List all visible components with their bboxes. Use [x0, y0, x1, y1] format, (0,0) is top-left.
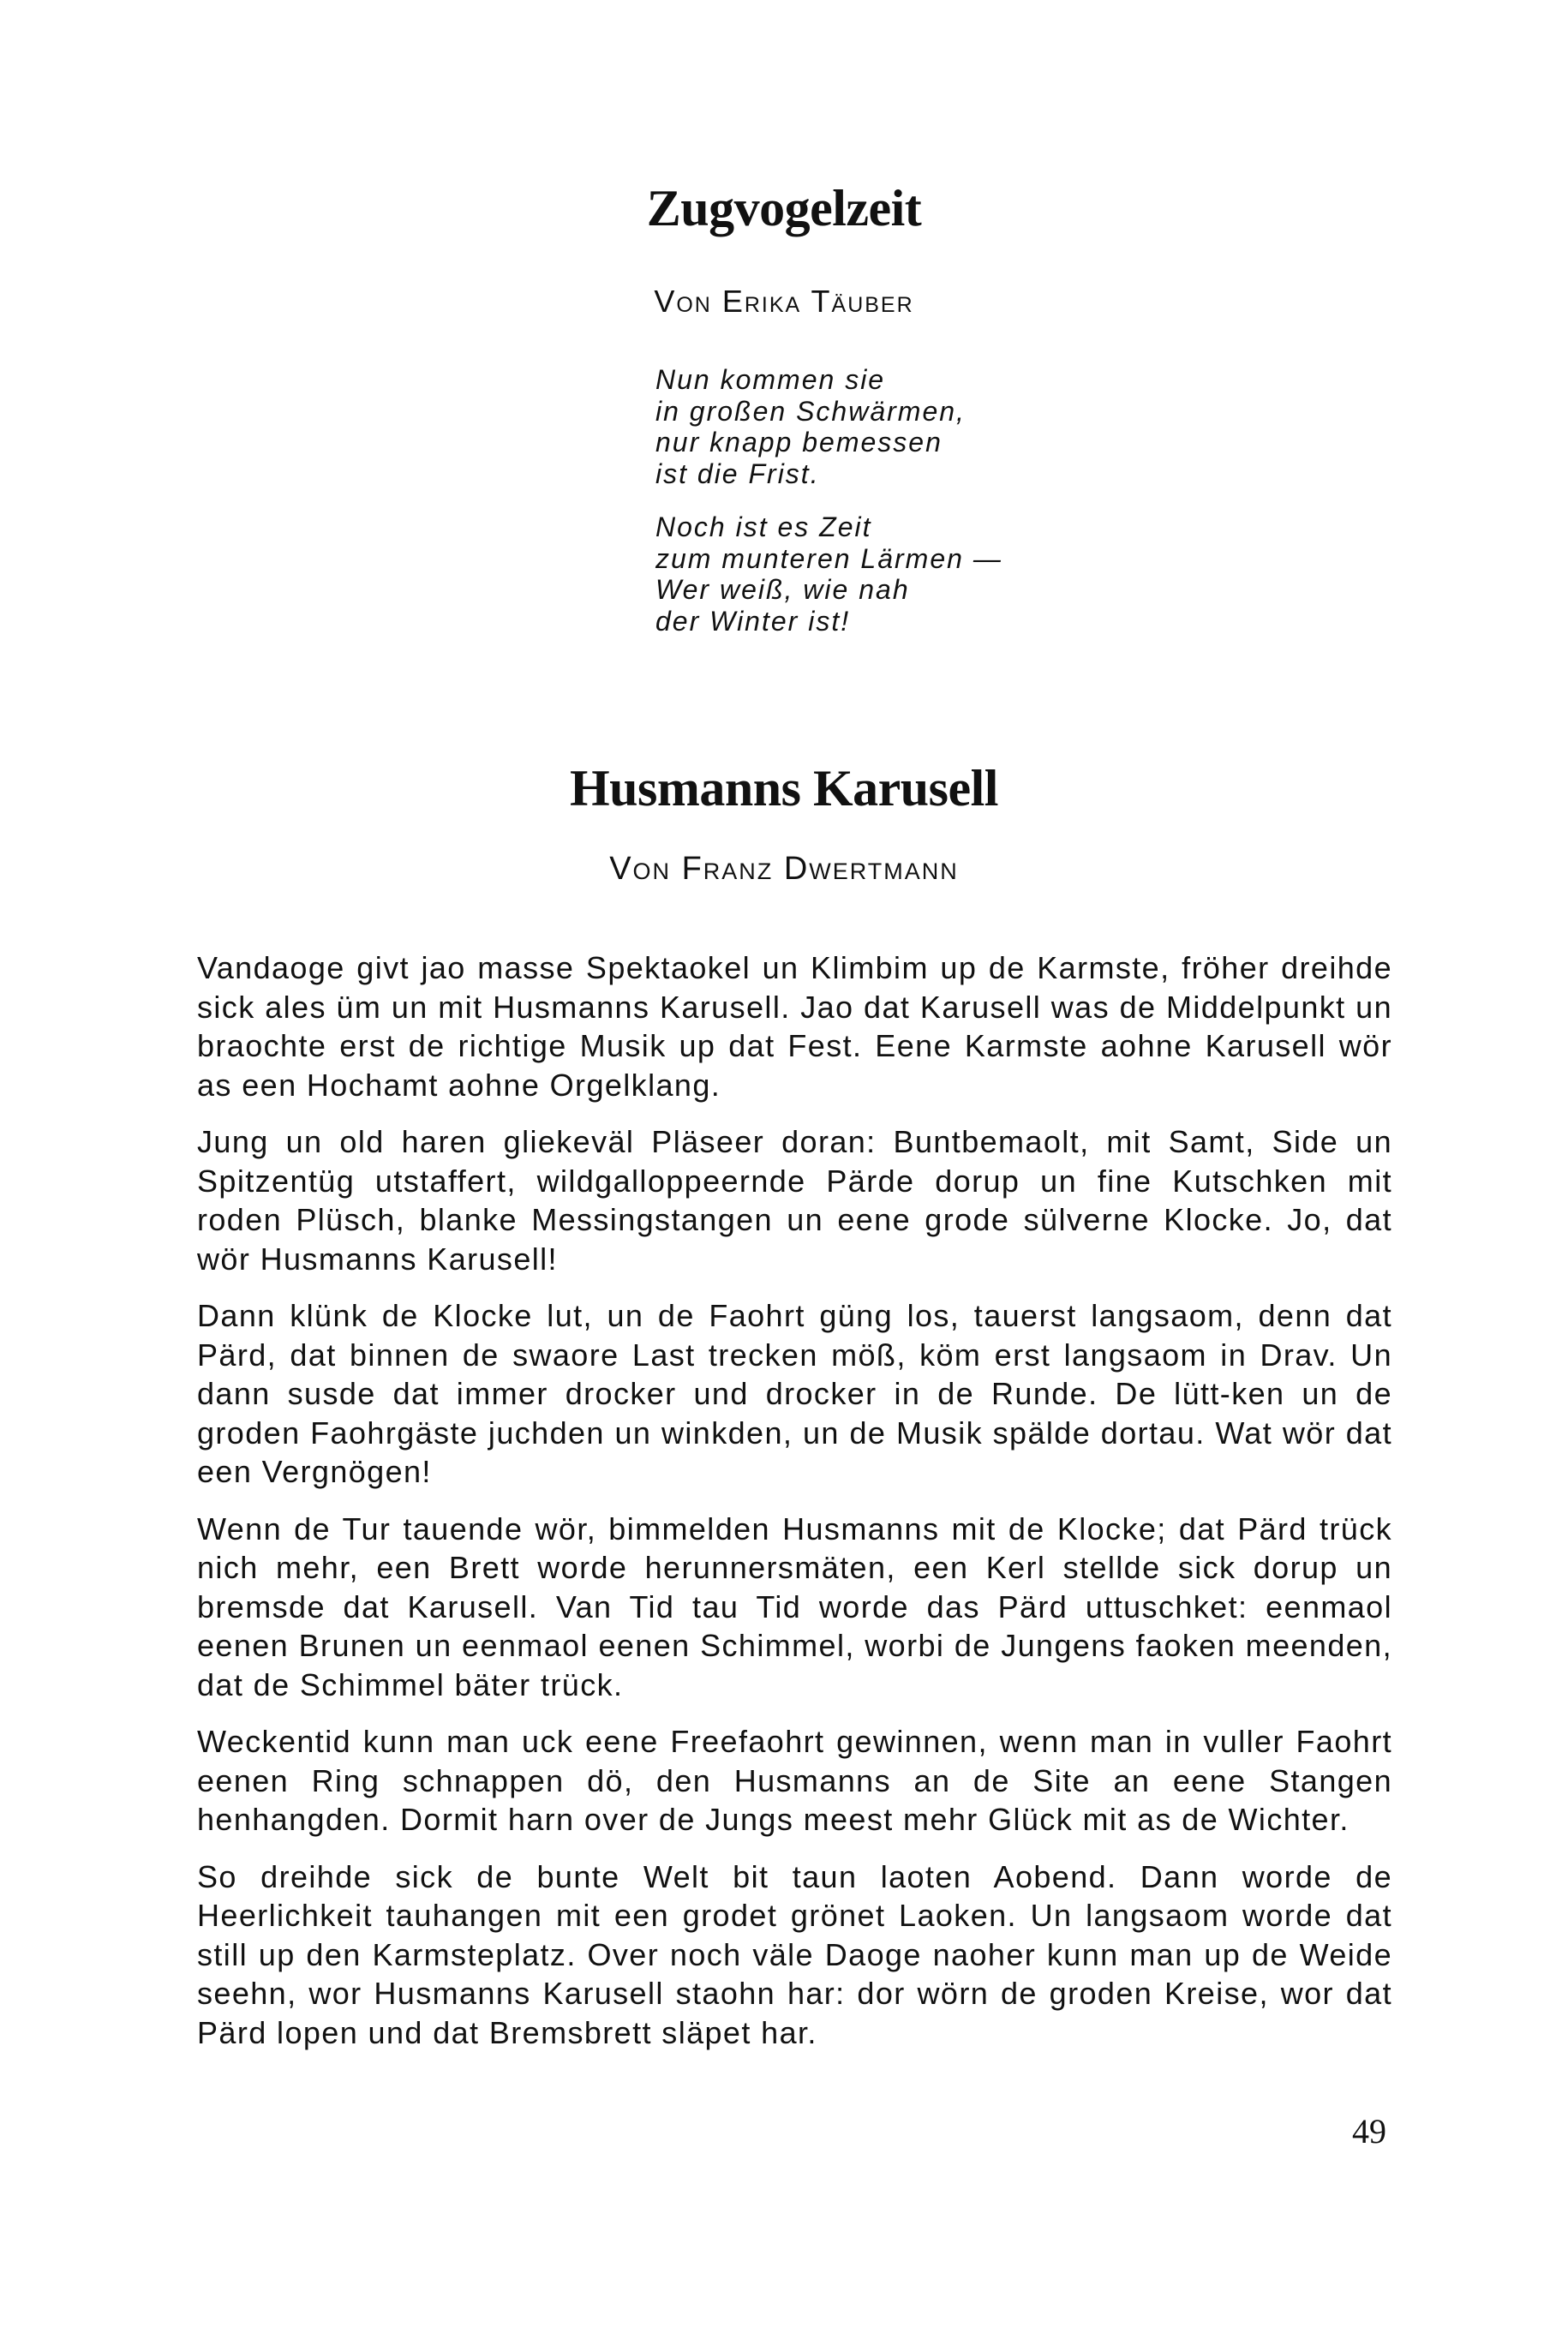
poem-line: der Winter ist! [655, 605, 851, 637]
paragraph: So dreihde sick de bunte Welt bit taun laoten Aobend. Dann worde de Heerlichkeit tauhangen mit een grodet grönet Laoken. Un langsaom worde dat still up den Karmsteplatz. Over noch väle Daoge naoher kunn man up de Weide seehn, wor Husmanns Karusell staohn har: dor wörn de groden Kreise, wor dat Pärd lopen und dat Bremsbrett släpet har. [197, 1858, 1392, 2050]
story-author-byline: Von Franz Dwertmann [609, 851, 959, 887]
poem-author-byline: Von Erika Täuber [654, 284, 914, 319]
poem-line: ist die Frist. [655, 458, 820, 489]
story-body [197, 948, 1392, 2070]
paragraph: Vandaoge givt jao masse Spektaokel un Klimbim up de Karmste, fröher dreihde sick ales üm un mit Husmanns Karusell. Jao dat Karusell was de Middelpunkt un braochte erst de richtige Musik up dat Fest. Eene Karmste aohne Karusell wör as een Hochamt aohne Orgelklang. [197, 950, 1392, 1103]
paragraph: Wenn de Tur tauende wör, bimmelden Husmanns mit de Klocke; dat Pärd trück nich mehr, een Brett worde herunnersmäten, een Kerl stellde sick dorup un bremsde dat Karusell. Van Tid tau Tid worde das Pärd uttuschket: eenmaol eenen Brunen un eenmaol eenen Schimmel, worbi de Jungens faoken meenden, dat de Schimmel bäter trück. [197, 1510, 1392, 1702]
paragraph: Jung un old haren gliekeväl Pläseer doran: Buntbemaolt, mit Samt, Side un Spitzentüg utstaffert, wildgalloppeernde Pärde dorup un fine Kutschken mit roden Plüsch, blanke Messingstangen un eene grode sülverne Klocke. Jo, dat wör Husmanns Karusell! [197, 1124, 1392, 1277]
poem-line: Noch ist es Zeit [655, 511, 872, 542]
poem-title: Zugvogelzeit [646, 180, 922, 236]
poem-stanza-2 [655, 511, 1255, 637]
paragraph: Weckentid kunn man uck eene Freefaohrt gewinnen, wenn man in vuller Faohrt eenen Ring schnappen dö, den Husmanns an de Site an eene Stangen henhangden. Dormit harn over de Jungs meest mehr Glück mit as de Wichter. [197, 1724, 1392, 1837]
story-title: Husmanns Karusell [570, 760, 998, 817]
poem-line: nur knapp bemessen [655, 427, 943, 458]
poem-line: Nun kommen sie [655, 364, 886, 395]
poem-line: in großen Schwärmen, [655, 395, 966, 427]
poem-line: Wer weiß, wie nah [655, 574, 910, 605]
poem-stanza-1 [655, 364, 1255, 489]
page-number: 49 [1352, 2112, 1386, 2151]
poem-line: zum munteren Lärmen — [655, 542, 1002, 574]
paragraph: Dann klünk de Klocke lut, un de Faohrt güng los, tauerst langsaom, denn dat Pärd, dat binnen de swaore Last trecken möß, köm erst langsaom in Drav. Un dann susde dat immer drocker und drocker in de Runde. De lütt-ken un de groden Faohrgäste juchden un winkden, un de Musik spälde dortau. Wat wör dat een Vergnögen! [197, 1298, 1392, 1489]
